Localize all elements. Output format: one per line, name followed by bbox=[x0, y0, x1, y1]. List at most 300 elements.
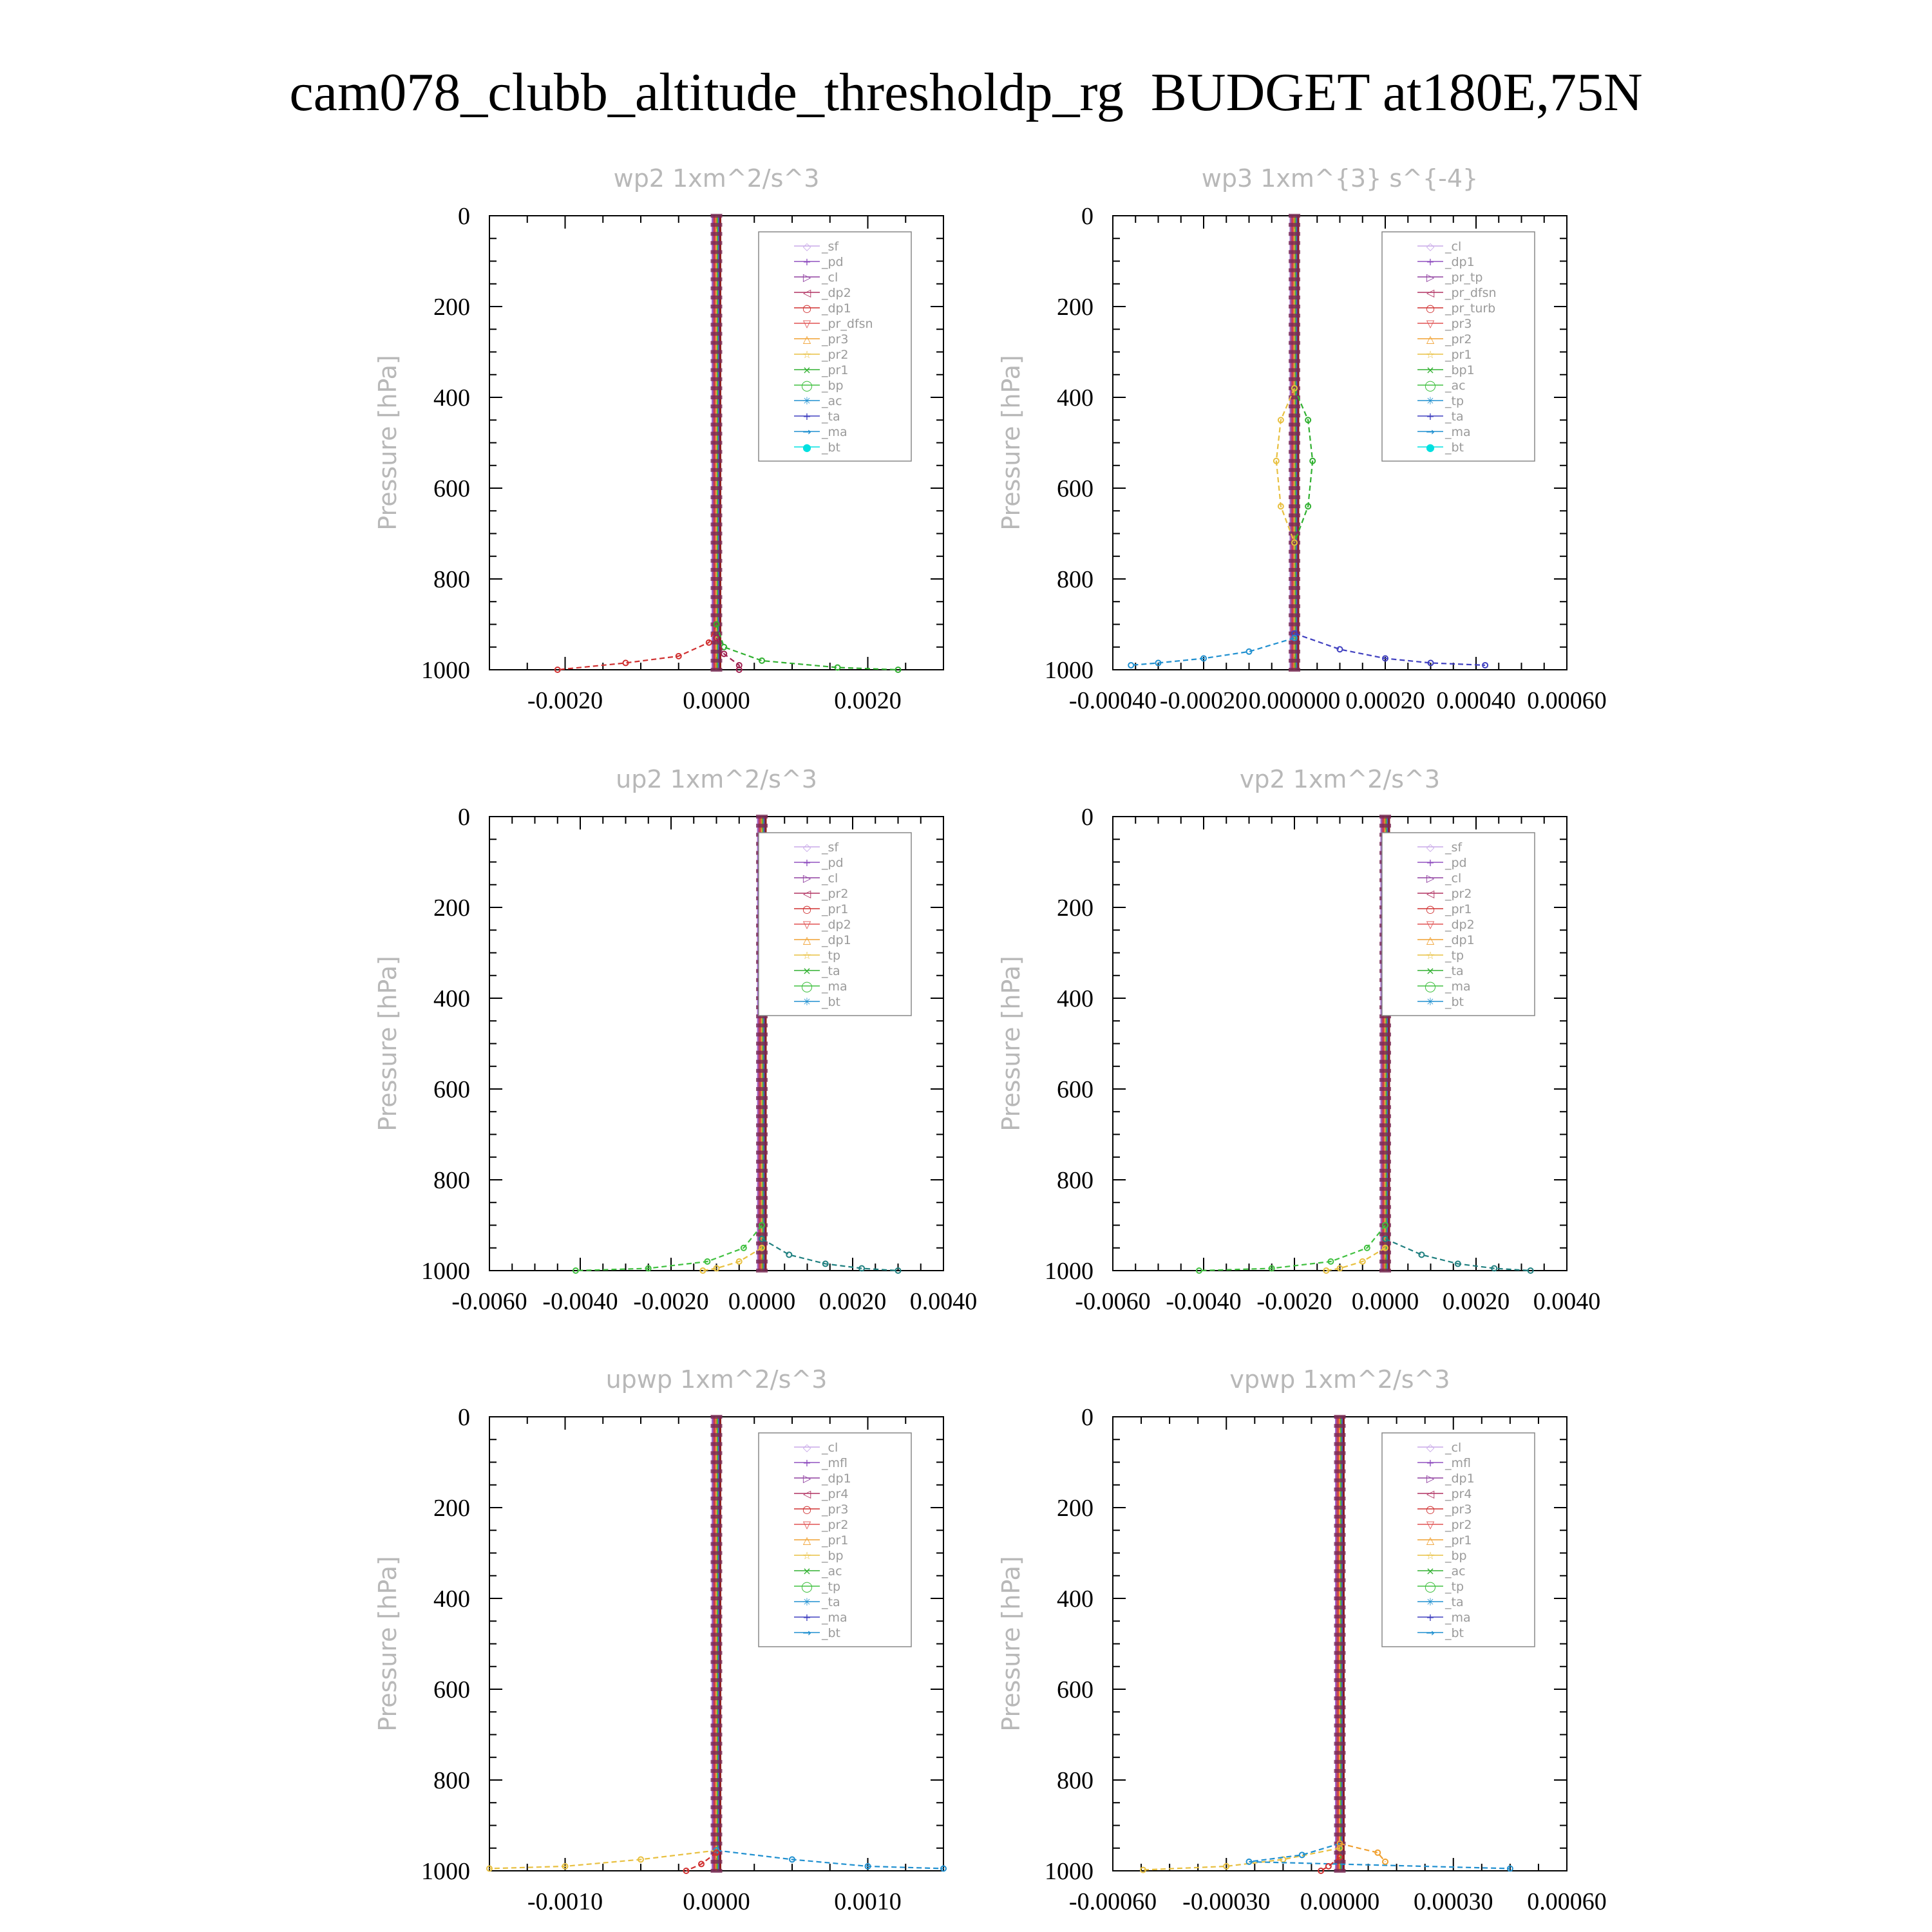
profile-marker bbox=[711, 1515, 723, 1519]
profile-marker bbox=[711, 1524, 723, 1528]
x-tick-label: 0.0020 bbox=[1442, 1288, 1510, 1315]
profile-marker bbox=[1334, 1687, 1346, 1691]
legend-marker-icon: ▽ bbox=[1426, 918, 1435, 931]
legend-marker-icon: ○ bbox=[1426, 903, 1435, 915]
y-axis-label: Pressure [hPa] bbox=[374, 1556, 402, 1732]
series-line bbox=[1294, 634, 1485, 665]
profile-marker bbox=[711, 1578, 723, 1582]
profile-marker bbox=[711, 1551, 723, 1555]
legend-entry: _pr2 bbox=[822, 887, 849, 901]
profile-marker bbox=[711, 305, 723, 308]
legend-marker-icon: ☆ bbox=[1425, 348, 1435, 361]
y-axis-label: Pressure [hPa] bbox=[374, 355, 402, 531]
legend-marker-icon: ◁ bbox=[802, 1488, 811, 1500]
profile-marker bbox=[711, 232, 723, 236]
x-tick-label: -0.00020 bbox=[1159, 687, 1248, 714]
profile-marker bbox=[711, 386, 723, 390]
legend-marker-icon: ✳ bbox=[802, 1596, 811, 1608]
profile-marker bbox=[1334, 1642, 1346, 1646]
legend-entry: _mfl bbox=[1445, 1456, 1471, 1470]
profile-marker bbox=[1379, 815, 1391, 819]
series-line bbox=[1143, 1848, 1340, 1870]
y-tick-label: 0 bbox=[1081, 804, 1094, 831]
profile-marker bbox=[711, 668, 723, 672]
chart-panel-1 bbox=[997, 164, 1607, 714]
profile-marker bbox=[1289, 568, 1300, 572]
legend-marker-icon: ◁ bbox=[1426, 887, 1435, 900]
legend-marker-icon: ○ bbox=[802, 302, 811, 314]
profile-marker bbox=[1379, 1269, 1391, 1273]
profile-marker bbox=[756, 1196, 768, 1200]
y-tick-label: 400 bbox=[433, 1586, 470, 1613]
profile-marker bbox=[711, 359, 723, 363]
profile-marker bbox=[1334, 1542, 1346, 1546]
y-axis-label: Pressure [hPa] bbox=[374, 956, 402, 1132]
legend-entry: _ac bbox=[822, 1564, 842, 1578]
profile-marker bbox=[1334, 1651, 1346, 1655]
profile-marker bbox=[756, 1178, 768, 1182]
legend-entry: _dp1 bbox=[1445, 1472, 1475, 1486]
profile-marker bbox=[756, 1160, 768, 1164]
profile-marker bbox=[1379, 1023, 1391, 1027]
profile-marker bbox=[1379, 1114, 1391, 1118]
profile-marker bbox=[1289, 287, 1300, 290]
profile-marker bbox=[1289, 477, 1300, 481]
profile-marker bbox=[1289, 241, 1300, 245]
profile-marker bbox=[1289, 341, 1300, 345]
profile-marker bbox=[711, 1651, 723, 1655]
legend-entry: _bt bbox=[822, 440, 841, 455]
legend-entry: _ma bbox=[822, 425, 848, 439]
profile-marker bbox=[756, 1042, 768, 1046]
profile-marker bbox=[711, 532, 723, 536]
profile-marker bbox=[1289, 468, 1300, 472]
y-tick-label: 1000 bbox=[1045, 657, 1094, 684]
y-tick-label: 800 bbox=[433, 1767, 470, 1794]
legend-marker-icon: ▷ bbox=[802, 872, 811, 884]
profile-marker bbox=[1334, 1714, 1346, 1718]
y-tick-label: 400 bbox=[1057, 985, 1094, 1012]
legend-marker-icon: ○ bbox=[802, 1503, 811, 1515]
legend-marker-icon: ▷ bbox=[1426, 872, 1435, 884]
profile-marker bbox=[1334, 1742, 1346, 1746]
profile-marker bbox=[1379, 1069, 1391, 1073]
profile-marker bbox=[1289, 495, 1300, 499]
profile-marker bbox=[1289, 350, 1300, 354]
profile-marker bbox=[1289, 659, 1300, 663]
profile-marker bbox=[756, 1205, 768, 1209]
profile-marker bbox=[711, 1451, 723, 1455]
legend-entry: _pr1 bbox=[822, 363, 849, 377]
legend-marker-icon: → bbox=[1426, 426, 1435, 438]
profile-marker bbox=[711, 250, 723, 254]
profile-marker bbox=[1334, 1778, 1346, 1782]
legend-entry: _bp bbox=[822, 1549, 844, 1563]
profile-marker bbox=[711, 332, 723, 336]
profile-marker bbox=[1289, 532, 1300, 536]
profile-marker bbox=[756, 1151, 768, 1155]
legend-marker-icon: △ bbox=[802, 1534, 811, 1546]
legend-entry: _dp1 bbox=[822, 301, 851, 316]
legend-marker-icon: + bbox=[802, 1457, 811, 1469]
y-tick-label: 600 bbox=[433, 475, 470, 502]
profile-marker bbox=[1379, 1133, 1391, 1137]
legend-entry: _cl bbox=[822, 1441, 838, 1455]
profile-marker bbox=[711, 541, 723, 545]
legend-entry: _tp bbox=[1445, 949, 1464, 963]
profile-marker bbox=[1289, 278, 1300, 281]
profile-marker bbox=[1289, 232, 1300, 236]
legend-entry: _sf bbox=[822, 240, 839, 254]
y-tick-label: 600 bbox=[1057, 1676, 1094, 1703]
legend-marker-icon: ▽ bbox=[1426, 1519, 1435, 1531]
profile-marker bbox=[756, 1096, 768, 1100]
x-tick-label: 0.00000 bbox=[1300, 1888, 1380, 1915]
profile-marker bbox=[711, 1751, 723, 1755]
profile-marker bbox=[1334, 1533, 1346, 1537]
profile-marker bbox=[711, 1605, 723, 1609]
legend-entry: _cl bbox=[822, 270, 838, 285]
profile-marker bbox=[711, 513, 723, 517]
legend-marker-icon: ✳ bbox=[1426, 1596, 1435, 1608]
profile-marker bbox=[711, 604, 723, 608]
legend-marker-icon: △ bbox=[802, 934, 811, 946]
profile-marker bbox=[711, 260, 723, 263]
x-tick-label: 0.0040 bbox=[1533, 1288, 1601, 1315]
x-tick-label: 0.0020 bbox=[819, 1288, 887, 1315]
profile-marker bbox=[1379, 1160, 1391, 1164]
profile-marker bbox=[1334, 1578, 1346, 1582]
profile-marker bbox=[1289, 586, 1300, 590]
panel-title: vp2 1xm^2/s^3 bbox=[1239, 765, 1441, 793]
legend-marker-icon: ◁ bbox=[1426, 1488, 1435, 1500]
legend-entry: _tp bbox=[1445, 1580, 1464, 1594]
profile-marker bbox=[1379, 1151, 1391, 1155]
profile-marker bbox=[711, 1842, 723, 1846]
legend-entry: _bt bbox=[1445, 1626, 1464, 1640]
profile-marker bbox=[711, 1824, 723, 1828]
x-tick-label: -0.0010 bbox=[527, 1888, 603, 1915]
y-tick-label: 400 bbox=[1057, 1586, 1094, 1613]
profile-marker bbox=[756, 1032, 768, 1036]
legend-marker-icon: × bbox=[1426, 364, 1435, 376]
profile-marker bbox=[711, 1723, 723, 1727]
y-tick-label: 200 bbox=[433, 294, 470, 321]
legend-marker-icon: ◯ bbox=[1425, 980, 1436, 992]
profile-marker bbox=[1334, 1769, 1346, 1773]
legend-entry: _pr1 bbox=[1445, 902, 1472, 916]
profile-marker bbox=[1289, 613, 1300, 617]
legend-entry: _bt bbox=[822, 1626, 841, 1640]
legend-entry: _pr_tp bbox=[1445, 270, 1483, 285]
profile-marker bbox=[756, 1114, 768, 1118]
legend-entry: _pr4 bbox=[822, 1487, 849, 1501]
legend-marker-icon: ○ bbox=[1426, 1503, 1435, 1515]
y-tick-label: 800 bbox=[433, 566, 470, 593]
profile-marker bbox=[1379, 824, 1391, 828]
profile-marker bbox=[711, 477, 723, 481]
profile-marker bbox=[711, 296, 723, 299]
legend-marker-icon: → bbox=[802, 1627, 811, 1639]
legend-marker-icon: △ bbox=[1426, 934, 1435, 946]
profile-marker bbox=[711, 1805, 723, 1809]
profile-marker bbox=[1379, 1260, 1391, 1264]
y-tick-label: 600 bbox=[433, 1676, 470, 1703]
legend-entry: _cl bbox=[822, 871, 838, 886]
profile-marker bbox=[1289, 305, 1300, 308]
profile-marker bbox=[1334, 1723, 1346, 1727]
profile-marker bbox=[1289, 459, 1300, 463]
profile-marker bbox=[711, 1596, 723, 1600]
profile-marker bbox=[1379, 1187, 1391, 1191]
profile-marker bbox=[711, 1433, 723, 1437]
x-tick-label: 0.0010 bbox=[834, 1888, 902, 1915]
profile-marker bbox=[711, 323, 723, 327]
series-line bbox=[1199, 1226, 1385, 1271]
profile-marker bbox=[711, 287, 723, 290]
legend-entry: _ma bbox=[1445, 1611, 1471, 1625]
y-tick-label: 800 bbox=[1057, 1767, 1094, 1794]
legend-marker-icon: ▽ bbox=[1426, 317, 1435, 330]
profile-marker bbox=[1289, 550, 1300, 554]
profile-marker bbox=[711, 1633, 723, 1636]
profile-marker bbox=[1289, 260, 1300, 263]
profile-marker bbox=[1334, 1869, 1346, 1873]
legend-marker-icon: → bbox=[802, 426, 811, 438]
profile-marker bbox=[711, 468, 723, 472]
profile-marker bbox=[1334, 1787, 1346, 1791]
legend-entry: _pr1 bbox=[1445, 1533, 1472, 1548]
profile-marker bbox=[756, 1269, 768, 1273]
legend-marker-icon: + bbox=[802, 857, 811, 869]
legend-entry: _pr4 bbox=[1445, 1487, 1472, 1501]
profile-marker bbox=[1334, 1515, 1346, 1519]
x-tick-label: -0.0020 bbox=[1256, 1288, 1332, 1315]
profile-marker bbox=[1289, 223, 1300, 227]
x-tick-label: -0.00060 bbox=[1068, 1888, 1157, 1915]
profile-marker bbox=[756, 1087, 768, 1091]
legend-marker-icon: △ bbox=[802, 333, 811, 345]
legend-entry: _ac bbox=[1445, 1564, 1466, 1578]
legend-entry: _pr_dfsn bbox=[1445, 286, 1497, 300]
x-tick-label: 0.00040 bbox=[1436, 687, 1516, 714]
legend-entry: _ac bbox=[1445, 379, 1466, 393]
profile-marker bbox=[1334, 1442, 1346, 1446]
profile-marker bbox=[711, 1442, 723, 1446]
profile-marker bbox=[711, 486, 723, 490]
legend-entry: _pr_turb bbox=[1445, 301, 1496, 316]
profile-marker bbox=[1334, 1669, 1346, 1673]
x-tick-label: 0.0000 bbox=[1351, 1288, 1419, 1315]
legend-entry: _tp bbox=[1445, 394, 1464, 408]
legend-entry: _ma bbox=[1445, 425, 1471, 439]
profile-marker bbox=[711, 577, 723, 581]
panel-title: up2 1xm^2/s^3 bbox=[616, 765, 817, 793]
legend-marker-icon: + bbox=[1426, 410, 1435, 422]
legend-entry: _ma bbox=[822, 1611, 848, 1625]
legend-entry: _bt bbox=[1445, 995, 1464, 1009]
profile-marker bbox=[1289, 577, 1300, 581]
legend-entry: _ac bbox=[822, 394, 842, 408]
profile-marker bbox=[1289, 404, 1300, 408]
profile-marker bbox=[1334, 1587, 1346, 1591]
profile-marker bbox=[711, 314, 723, 317]
legend-entry: _ma bbox=[822, 980, 848, 994]
profile-marker bbox=[711, 1542, 723, 1546]
chart-panel-4 bbox=[374, 1365, 946, 1915]
series-line bbox=[1249, 1844, 1510, 1869]
profile-marker bbox=[711, 1560, 723, 1564]
series-point bbox=[1419, 1252, 1424, 1257]
y-tick-label: 1000 bbox=[1045, 1258, 1094, 1285]
legend-entry: _pr2 bbox=[822, 1518, 849, 1532]
profile-marker bbox=[1334, 1624, 1346, 1627]
series-line bbox=[558, 625, 717, 670]
profile-marker bbox=[756, 1214, 768, 1218]
legend-marker-icon: ◯ bbox=[1425, 379, 1436, 392]
legend-marker-icon: + bbox=[802, 1611, 811, 1624]
legend-marker-icon: ◇ bbox=[1426, 240, 1435, 252]
y-tick-label: 200 bbox=[433, 895, 470, 922]
legend-marker-icon: ○ bbox=[1426, 302, 1435, 314]
profile-marker bbox=[711, 1660, 723, 1664]
profile-marker bbox=[711, 441, 723, 445]
legend-marker-icon: ▽ bbox=[802, 1519, 811, 1531]
legend-entry: _pr_dfsn bbox=[822, 317, 873, 331]
legend-entry: _pr3 bbox=[1445, 1502, 1472, 1517]
profile-marker bbox=[1289, 504, 1300, 508]
profile-marker bbox=[1289, 377, 1300, 381]
legend-marker-icon: × bbox=[1426, 965, 1435, 977]
profile-marker bbox=[711, 659, 723, 663]
legend-marker-icon: ◯ bbox=[801, 1580, 813, 1593]
x-tick-label: -0.0020 bbox=[633, 1288, 709, 1315]
x-tick-label: -0.0020 bbox=[527, 687, 603, 714]
profile-marker bbox=[1334, 1461, 1346, 1464]
profile-marker bbox=[1334, 1814, 1346, 1818]
profile-marker bbox=[1334, 1824, 1346, 1828]
y-tick-label: 1000 bbox=[421, 1858, 470, 1885]
legend-entry: _dp1 bbox=[822, 1472, 851, 1486]
legend-entry: _pr2 bbox=[1445, 887, 1472, 901]
profile-marker bbox=[1289, 486, 1300, 490]
profile-marker bbox=[1379, 1105, 1391, 1109]
profile-marker bbox=[1289, 269, 1300, 272]
legend-marker-icon: ✳ bbox=[1426, 395, 1435, 407]
x-tick-label: 0.0000 bbox=[683, 687, 750, 714]
profile-marker bbox=[1334, 1605, 1346, 1609]
profile-marker bbox=[711, 1506, 723, 1510]
profile-marker bbox=[1334, 1678, 1346, 1682]
panel-title: wp2 1xm^2/s^3 bbox=[613, 164, 820, 193]
profile-marker bbox=[1289, 431, 1300, 435]
profile-marker bbox=[1379, 1078, 1391, 1082]
profile-marker bbox=[756, 1123, 768, 1127]
legend-entry: _pr3 bbox=[822, 332, 849, 346]
legend-marker-icon: △ bbox=[1426, 1534, 1435, 1546]
series-point bbox=[1128, 663, 1133, 668]
legend-entry: _ta bbox=[1445, 964, 1464, 978]
profile-marker bbox=[711, 350, 723, 354]
legend-marker-icon: ☆ bbox=[1425, 949, 1435, 961]
profile-marker bbox=[1334, 1497, 1346, 1501]
series-line bbox=[1131, 638, 1294, 665]
legend-entry: _pr3 bbox=[1445, 317, 1472, 331]
profile-marker bbox=[1289, 296, 1300, 299]
legend-entry: _pd bbox=[1445, 856, 1467, 870]
profile-marker bbox=[1289, 522, 1300, 526]
profile-marker bbox=[756, 1023, 768, 1027]
y-tick-label: 400 bbox=[1057, 384, 1094, 412]
legend-entry: _dp2 bbox=[1445, 918, 1475, 932]
legend-marker-icon: ▷ bbox=[1426, 271, 1435, 283]
legend-entry: _cl bbox=[1445, 240, 1462, 254]
legend-entry: _sf bbox=[822, 840, 839, 855]
profile-marker bbox=[711, 550, 723, 554]
profile-marker bbox=[711, 568, 723, 572]
profile-marker bbox=[711, 1796, 723, 1800]
legend-entry: _ta bbox=[1445, 410, 1464, 424]
profile-marker bbox=[756, 1169, 768, 1173]
legend-marker-icon: ✳ bbox=[802, 996, 811, 1008]
legend-entry: _bp bbox=[822, 379, 844, 393]
profile-marker bbox=[1289, 250, 1300, 254]
legend-marker-icon: ☆ bbox=[802, 949, 812, 961]
legend-entry: _ta bbox=[1445, 1595, 1464, 1609]
profile-marker bbox=[711, 1470, 723, 1473]
x-tick-label: 0.00030 bbox=[1414, 1888, 1493, 1915]
legend-marker-icon: ◇ bbox=[1426, 1441, 1435, 1454]
legend-marker-icon: × bbox=[1426, 1565, 1435, 1577]
legend-marker-icon: + bbox=[802, 410, 811, 422]
profile-marker bbox=[1334, 1433, 1346, 1437]
legend-entry: _pr2 bbox=[822, 348, 849, 362]
profile-marker bbox=[711, 1696, 723, 1700]
profile-marker bbox=[711, 431, 723, 435]
x-tick-label: -0.00030 bbox=[1182, 1888, 1271, 1915]
legend-marker-icon: ▷ bbox=[1426, 1472, 1435, 1484]
legend-entry: _pr2 bbox=[1445, 332, 1472, 346]
legend-marker-icon: ▽ bbox=[802, 317, 811, 330]
legend-marker-icon: ◇ bbox=[802, 240, 811, 252]
profile-marker bbox=[1334, 1633, 1346, 1636]
profile-marker bbox=[1334, 1833, 1346, 1837]
y-tick-label: 800 bbox=[1057, 1167, 1094, 1194]
profile-marker bbox=[756, 1187, 768, 1191]
profile-marker bbox=[711, 1615, 723, 1618]
legend-entry: _tp bbox=[822, 949, 841, 963]
profile-marker bbox=[1379, 1214, 1391, 1218]
legend-marker-icon: → bbox=[1426, 1627, 1435, 1639]
legend-marker-icon: × bbox=[802, 1565, 811, 1577]
profile-marker bbox=[1289, 368, 1300, 372]
profile-marker bbox=[711, 404, 723, 408]
profile-marker bbox=[711, 650, 723, 654]
panel-title: vpwp 1xm^2/s^3 bbox=[1229, 1365, 1450, 1394]
profile-marker bbox=[1379, 1205, 1391, 1209]
profile-marker bbox=[1334, 1479, 1346, 1482]
profile-marker bbox=[711, 223, 723, 227]
profile-marker bbox=[711, 1714, 723, 1718]
profile-marker bbox=[711, 1814, 723, 1818]
profile-marker bbox=[711, 1624, 723, 1627]
legend-entry: _dp1 bbox=[1445, 255, 1475, 269]
legend-entry: _pd bbox=[822, 255, 844, 269]
panel-title: wp3 1xm^{3} s^{-4} bbox=[1201, 164, 1479, 193]
profile-marker bbox=[1289, 332, 1300, 336]
profile-marker bbox=[711, 1687, 723, 1691]
profile-marker bbox=[1289, 323, 1300, 327]
